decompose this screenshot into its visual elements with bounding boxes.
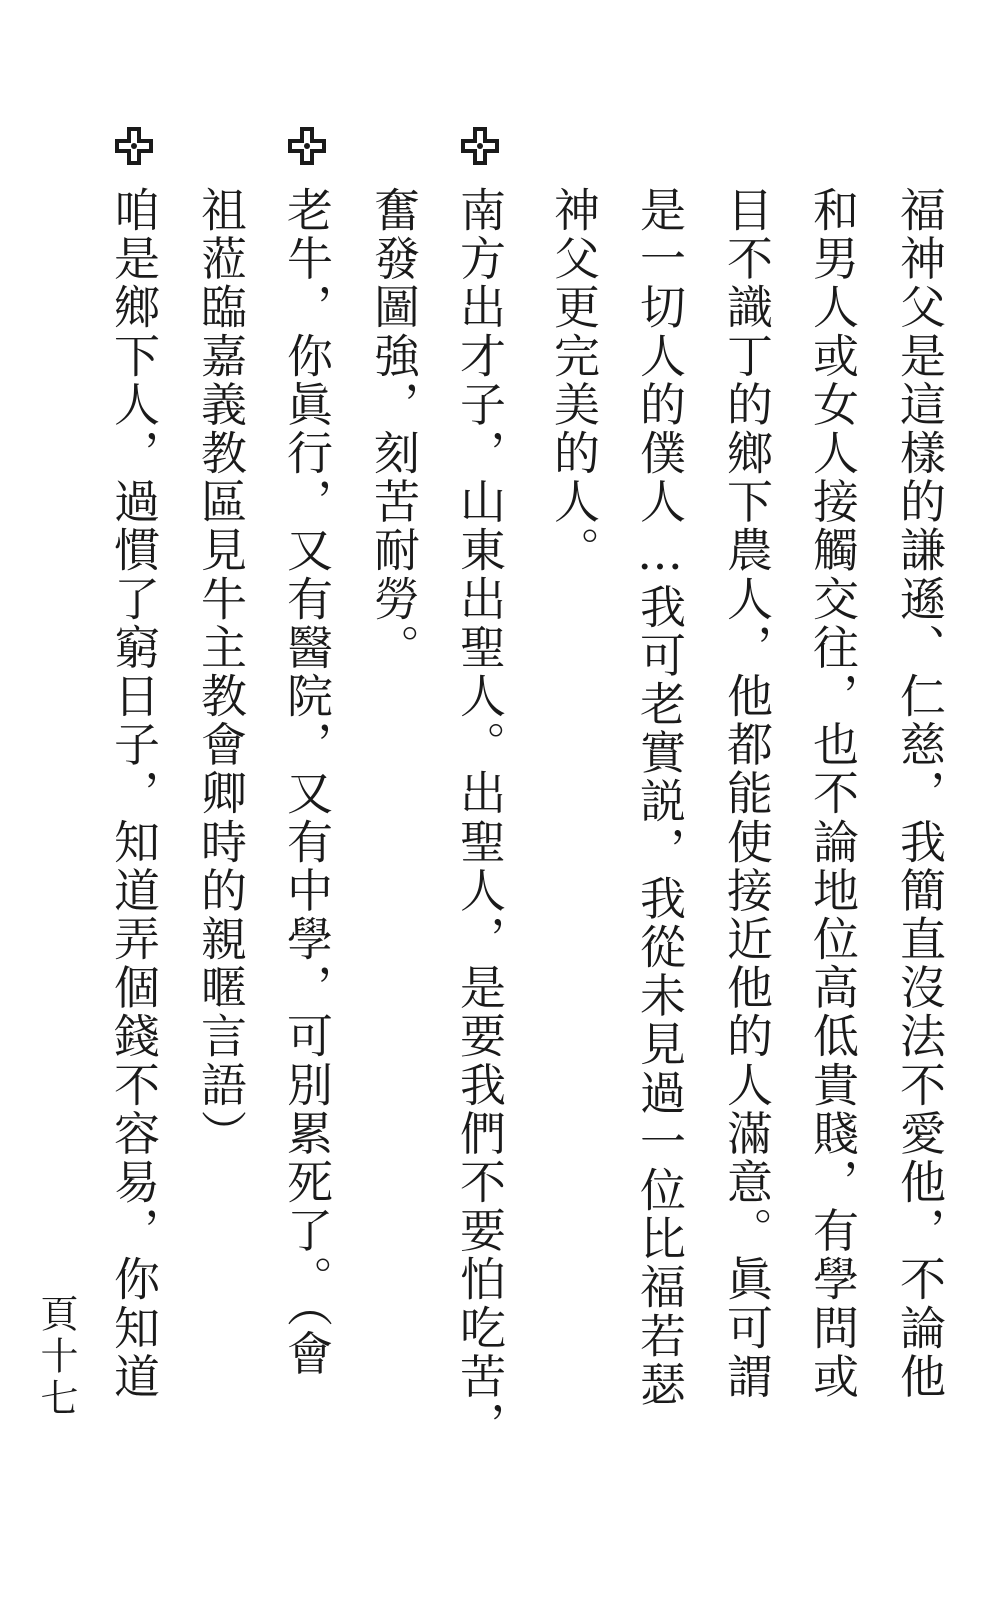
cross-ornament-icon xyxy=(114,126,154,166)
text-column: 是一切人的僕人…我可老實説，我從未見過一位比福若瑟 xyxy=(633,186,687,1409)
text-column: 和男人或女人接觸交往，也不論地位高低貴賤，有學問或 xyxy=(806,186,860,1401)
text-column: 奮發圖強，刻苦耐勞。 xyxy=(367,186,421,672)
text-column: 神父更完美的人。 xyxy=(547,186,601,575)
cross-ornament-icon xyxy=(287,126,327,166)
page-number: 頁十七 xyxy=(34,1294,78,1420)
text-column: 咱是鄉下人，過慣了窮日子，知道弄個錢不容易，你知道 xyxy=(107,186,161,1401)
text-column: 祖蒞臨嘉義教區見牛主教會卿時的親暱言語） xyxy=(194,186,248,1158)
text-column: 南方出才子，山東出聖人。出聖人，是要我們不要怕吃苦， xyxy=(453,186,507,1450)
cross-ornament-icon xyxy=(460,126,500,166)
text-column: 目不識丁的鄉下農人，他都能使接近他的人滿意。眞可謂 xyxy=(720,186,774,1401)
text-column: 老牛，你眞行，又有醫院，又有中學，可別累死了。（會 xyxy=(280,186,334,1378)
text-column: 福神父是這樣的謙遜、仁慈，我簡直沒法不愛他，不論他 xyxy=(893,186,947,1401)
